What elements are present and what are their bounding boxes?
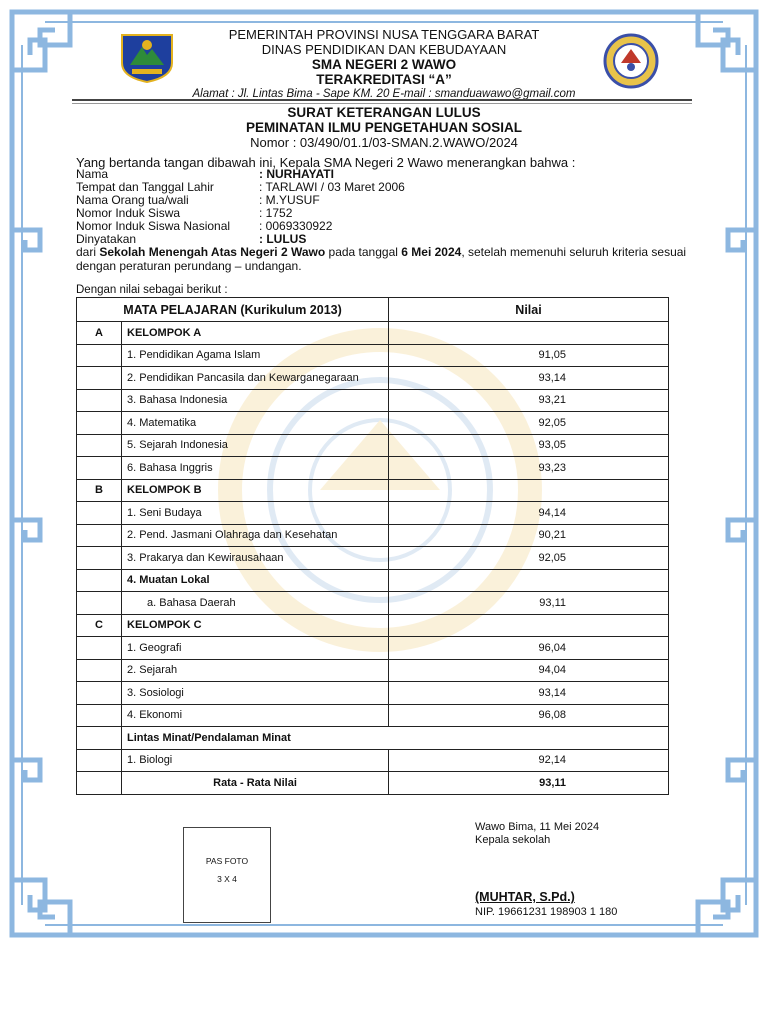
grade-value: 93,14: [389, 367, 669, 390]
subject-name: KELOMPOK A: [122, 322, 389, 345]
grade-row: [77, 659, 669, 682]
group-code: [77, 569, 122, 592]
grade-value: 94,14: [389, 502, 669, 525]
identity-value: : TARLAWI / 03 Maret 2006: [259, 180, 405, 194]
subject-name: 4. Ekonomi: [122, 704, 389, 727]
title-line-1: SURAT KETERANGAN LULUS: [287, 105, 481, 120]
signature-block: [475, 821, 618, 918]
group-code: B: [77, 479, 122, 502]
identity-value: : NURHAYATI: [259, 167, 334, 181]
grade-value: [389, 479, 669, 502]
grade-value: 93,23: [389, 457, 669, 480]
grade-row: [77, 389, 669, 412]
grade-value: [389, 614, 669, 637]
grade-row: [77, 367, 669, 390]
subject-name: 3. Prakarya dan Kewirausahaan: [122, 547, 389, 570]
grades-table: [76, 297, 669, 795]
grade-row: [77, 637, 669, 660]
header-school-name: SMA NEGERI 2 WAWO: [311, 57, 457, 72]
graduation-statement: [76, 245, 696, 273]
identity-label: Nomor Induk Siswa: [76, 206, 181, 220]
grade-row: [77, 412, 669, 435]
grade-row: [77, 704, 669, 727]
subject-name: 4. Muatan Lokal: [122, 569, 389, 592]
grade-row: [77, 727, 669, 750]
grade-value: 90,21: [389, 524, 669, 547]
signature-place-date: Wawo Bima, 11 Mei 2024: [475, 821, 600, 833]
header-divider-thin: [72, 103, 692, 104]
group-code: A: [77, 322, 122, 345]
group-code: [77, 502, 122, 525]
grade-row: [77, 749, 669, 772]
grade-row: [77, 682, 669, 705]
title-line-2: PEMINATAN ILMU PENGETAHUAN SOSIAL: [246, 120, 522, 135]
grade-row: [77, 502, 669, 525]
grade-value: 92,05: [389, 547, 669, 570]
signature-name: (MUHTAR, S.Pd.): [475, 890, 575, 904]
photo-size: 3 X 4: [217, 874, 237, 884]
subject-name: 1. Seni Budaya: [122, 502, 389, 525]
group-code: [77, 344, 122, 367]
grades-header-row: [77, 298, 669, 322]
grade-row: [77, 524, 669, 547]
group-code: [77, 457, 122, 480]
subject-name: a. Bahasa Daerah: [122, 592, 389, 615]
grade-value: [389, 569, 669, 592]
subject-name: 1. Biologi: [122, 749, 389, 772]
identity-label: Nomor Induk Siswa Nasional: [76, 219, 231, 233]
group-code: [77, 659, 122, 682]
subject-name: 1. Geografi: [122, 637, 389, 660]
statement-date: 6 Mei 2024: [401, 245, 462, 259]
statement-part-2: pada tanggal: [325, 245, 402, 259]
identity-label: Dinyatakan: [76, 232, 137, 246]
signature-nip: NIP. 19661231 198903 1 180: [475, 906, 618, 918]
group-code: [77, 434, 122, 457]
identity-label: Nama: [76, 167, 109, 181]
group-code: [77, 682, 122, 705]
grade-value: 91,05: [389, 344, 669, 367]
subject-name: 4. Matematika: [122, 412, 389, 435]
statement-part-1: dari: [76, 245, 100, 259]
grade-value: 93,14: [389, 682, 669, 705]
group-code: [77, 772, 122, 795]
header-address: Alamat : Jl. Lintas Bima - Sape KM. 20 E-mail : smanduawawo@gmail.com: [192, 88, 576, 100]
subject-name: KELOMPOK C: [122, 614, 389, 637]
group-code: [77, 524, 122, 547]
statement-school: Sekolah Menengah Atas Negeri 2 Wawo: [99, 245, 326, 259]
subject-name: 3. Bahasa Indonesia: [122, 389, 389, 412]
identity-value: : M.YUSUF: [259, 193, 320, 207]
group-code: [77, 367, 122, 390]
grade-value: 96,04: [389, 637, 669, 660]
subject-name: 2. Pendidikan Pancasila dan Kewarganegaraan: [122, 367, 389, 390]
photo-label: PAS FOTO: [205, 856, 249, 866]
grade-row: [77, 479, 669, 502]
group-code: [77, 547, 122, 570]
grade-value: 93,05: [389, 434, 669, 457]
average-row: [77, 772, 669, 795]
grade-row: [77, 322, 669, 345]
identity-label: Tempat dan Tanggal Lahir: [76, 180, 214, 194]
subject-name: Rata - Rata Nilai: [122, 772, 389, 795]
identity-label: Nama Orang tua/wali: [76, 193, 189, 207]
group-code: [77, 637, 122, 660]
header-subject: MATA PELAJARAN (Kurikulum 2013): [77, 298, 389, 322]
group-code: [77, 727, 122, 750]
grade-value: 92,05: [389, 412, 669, 435]
header-value: Nilai: [389, 298, 669, 322]
student-identity: [76, 168, 405, 246]
header-accreditation: TERAKREDITASI “A”: [316, 72, 452, 87]
grade-row: [77, 547, 669, 570]
grade-value: [389, 322, 669, 345]
document-number: Nomor : 03/490/01.1/03-SMAN.2.WAWO/2024: [250, 135, 518, 150]
subject-name: 2. Pend. Jasmani Olahraga dan Kesehatan: [122, 524, 389, 547]
subject-name: 5. Sejarah Indonesia: [122, 434, 389, 457]
group-code: [77, 412, 122, 435]
identity-value: : LULUS: [259, 232, 307, 246]
subject-name: Lintas Minat/Pendalaman Minat: [122, 727, 669, 750]
subject-name: 6. Bahasa Inggris: [122, 457, 389, 480]
grade-row: [77, 457, 669, 480]
intro-text: Yang bertanda tangan dibawah ini, Kepala SMA Negeri 2 Wawo menerangkan bahwa :: [76, 155, 576, 170]
group-code: [77, 704, 122, 727]
grade-value: 93,11: [389, 772, 669, 795]
group-code: [77, 749, 122, 772]
identity-value: : 0069330922: [259, 219, 333, 233]
group-code: [77, 389, 122, 412]
grade-value: 92,14: [389, 749, 669, 772]
subject-name: 3. Sosiologi: [122, 682, 389, 705]
statement-part-3: , setelah memenuhi seluruh kriteria sesuai dengan peraturan perundang – undangan.: [76, 245, 687, 273]
subject-name: 1. Pendidikan Agama Islam: [122, 344, 389, 367]
group-code: C: [77, 614, 122, 637]
grades-intro: Dengan nilai sebagai berikut :: [76, 284, 228, 296]
subject-name: 2. Sejarah: [122, 659, 389, 682]
grade-row: [77, 434, 669, 457]
identity-value: : 1752: [259, 206, 293, 220]
grade-value: 93,11: [389, 592, 669, 615]
grade-row: [77, 592, 669, 615]
grade-value: 96,08: [389, 704, 669, 727]
letterhead: [120, 27, 648, 101]
header-divider: [72, 99, 692, 101]
signature-role: Kepala sekolah: [475, 834, 551, 846]
header-government: PEMERINTAH PROVINSI NUSA TENGGARA BARAT: [228, 27, 540, 42]
grade-value: 93,21: [389, 389, 669, 412]
header-department: DINAS PENDIDIKAN DAN KEBUDAYAAN: [261, 42, 507, 57]
grade-value: 94,04: [389, 659, 669, 682]
grade-row: [77, 344, 669, 367]
grade-row: [77, 569, 669, 592]
document-title: [120, 105, 648, 150]
group-code: [77, 592, 122, 615]
grade-row: [77, 614, 669, 637]
subject-name: KELOMPOK B: [122, 479, 389, 502]
photo-placeholder: [183, 827, 271, 923]
